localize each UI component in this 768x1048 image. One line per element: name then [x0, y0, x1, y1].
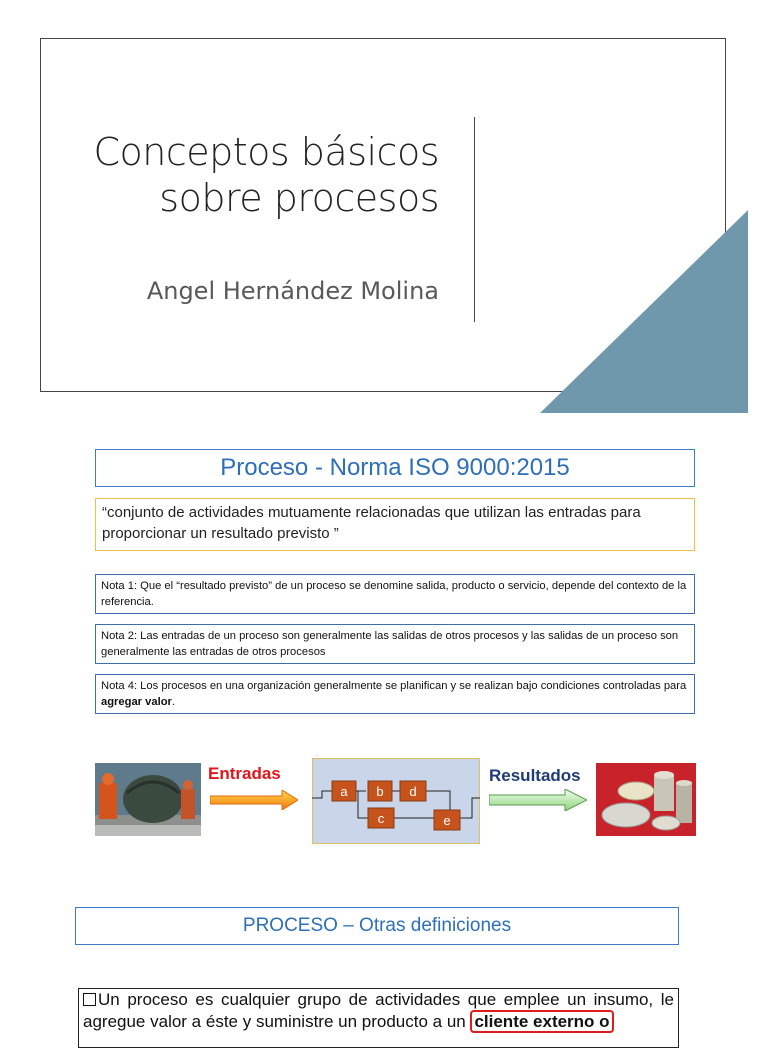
note-4-end: . — [171, 696, 175, 708]
inputs-label: Entradas — [208, 764, 281, 783]
inputs-arrow-icon — [210, 790, 298, 810]
other-definitions-title: PROCESO – Otras definiciones — [75, 907, 679, 945]
slide-title-line2: sobre procesos — [159, 176, 439, 220]
step-a: a — [340, 784, 348, 799]
iso-definition: “conjunto de actividades mutuamente relacionadas que utilizan las entradas para proporcionar un resultado previsto ” — [95, 498, 695, 551]
slide-author: Angel Hernández Molina — [146, 277, 439, 305]
iso-title: Proceso - Norma ISO 9000:2015 — [95, 449, 695, 487]
note-4 — [95, 674, 695, 714]
title-divider — [474, 117, 475, 322]
note-4-text: Nota 4: Los procesos en una organización generalmente se planifican y se realizan bajo condiciones controladas para — [101, 680, 687, 692]
definition-bullet — [78, 988, 679, 1048]
note-4-bold: agregar valor — [101, 696, 172, 708]
definition-bullet-text: Un proceso es cualquier grupo de actividades que emplee un insumo, le agregue valor a éste y suministre un producto a un — [83, 990, 674, 1031]
fishing-net-photo — [95, 763, 201, 836]
step-d: d — [409, 784, 417, 799]
checkbox-bullet-icon — [83, 993, 96, 1006]
note-1: Nota 1: Que el “resultado previsto” de un proceso se denomine salida, producto o servicio, depende del contexto de la referencia. — [95, 574, 695, 614]
outputs-arrow-icon — [489, 789, 587, 811]
slide-title-line1: Conceptos básicos — [93, 130, 439, 174]
process-diagram — [312, 758, 480, 844]
slide-title — [94, 129, 440, 221]
note-2: Nota 2: Las entradas de un proceso son generalmente las salidas de otros procesos y las salidas de un proceso son generalmente las entradas de otros procesos — [95, 624, 695, 664]
canned-goods-photo — [596, 763, 696, 836]
decorative-triangle — [540, 210, 748, 413]
definition-highlight: cliente externo o — [470, 1010, 613, 1033]
step-b: b — [376, 784, 384, 799]
step-c: c — [377, 811, 385, 826]
outputs-label: Resultados — [489, 766, 581, 785]
step-e: e — [443, 813, 451, 828]
